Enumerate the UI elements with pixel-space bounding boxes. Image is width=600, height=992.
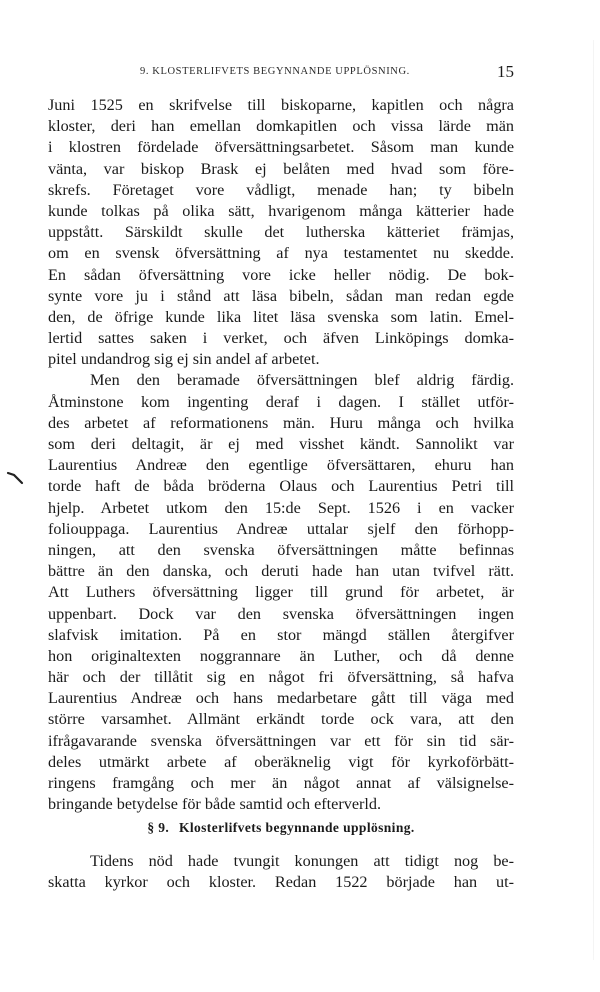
text-line: kloster, deri han emellan domkapitlen och vissa lärde män (48, 117, 514, 136)
text-line: den, de öfrige kunde lika litet läsa svenska som latin. Emel- (48, 307, 514, 326)
text-line: hon originaltexten noggrannare än Luther, och då denne (48, 646, 514, 665)
text-line: bättre än den danska, och deruti hade han utan tvifvel rätt. (48, 562, 514, 581)
section-number: § 9. (147, 820, 170, 835)
text-line: bringande betydelse för både samtid och efterverld. (48, 795, 382, 814)
text-line: kunde tolkas på olika sätt, hvarigenom många kätterier hade (48, 201, 514, 220)
text-line: slafvisk imitation. På en stor mängd ställen återgifver (48, 625, 514, 644)
text-line: torde haft de båda bröderna Olaus och Laurentius Petri till (48, 477, 514, 496)
text-line: Laurentius Andreæ och hans medarbetare gått till väga med (48, 689, 514, 708)
text-line: större varsamhet. Allmänt erkändt torde ock vara, att den (48, 710, 514, 729)
text-line: som deri deltagit, är ej med visshet kändt. Sannolikt var (48, 435, 514, 453)
running-head: 9. KLOSTERLIFVETS BEGYNNANDE UPPLÖSNING. (140, 66, 410, 77)
text-line: ningen, att den svenska öfversättningen måtte befinnas (48, 540, 514, 559)
text-line: om en svensk öfversättning af nya testamentet nu skedde. (48, 244, 514, 263)
text-line: skatta kyrkor och kloster. Redan 1522 började han ut- (48, 873, 514, 892)
text-line: pitel undandrog sig ej sin andel af arbetet. (48, 350, 320, 369)
text-line: Men den beramade öfversättningen blef aldrig färdig. (90, 371, 514, 390)
text-line: synte vore ju i stånd att läsa bibeln, sådan man redan egde (48, 286, 514, 305)
text-line: vänta, var biskop Brask ej belåten med hvad som före- (48, 159, 514, 178)
text-line: deles utmärkt arbete af oberäknelig vigt för kyrkoförbätt- (48, 752, 514, 771)
text-line: En sådan öfversättning vore icke heller nödig. De bok- (48, 265, 514, 284)
text-line: lertid sattes saken i verket, och äfven Linköpings domka- (48, 329, 514, 348)
page-edge-shadow (593, 40, 594, 960)
text-line: ifrågavarande svenska öfversättningen var ett för sin tid sär- (48, 731, 514, 750)
margin-pencil-mark (6, 470, 24, 486)
text-line: hjelp. Arbetet utkom den 15:de Sept. 1526 i en vacker (48, 498, 514, 517)
text-line: Att Luthers öfversättning ligger till grund för arbetet, är (48, 583, 514, 602)
section-text-block (48, 851, 514, 893)
page-number: 15 (497, 62, 514, 81)
text-line: Juni 1525 en skrifvelse till biskoparne, kapitlen och några (48, 96, 514, 114)
main-text-block (48, 95, 514, 815)
paragraph-3 (48, 851, 514, 893)
text-line: des arbetet af reformationens män. Huru många och hvilka (48, 413, 514, 432)
paragraph-1 (48, 95, 514, 370)
text-line: ringens framgång och mer än något annat af välsignelse- (48, 774, 514, 792)
text-line: här och der tillåtit sig en något fri öfversättning, så hafva (48, 668, 514, 687)
text-line: Åtminstone kom ingenting deraf i dagen. I stället utför- (48, 392, 514, 411)
text-line: uppstått. Särskildt skulle det lutherska kätteriet främjas, (48, 223, 514, 242)
text-line: i klostren fördelade öfversättningsarbetet. Såsom man kunde (48, 138, 514, 157)
text-line: skrefs. Företaget vore vådligt, menade han; ty bibeln (48, 180, 514, 199)
section-heading (48, 820, 514, 836)
text-line: Laurentius Andreæ den egentlige öfversättaren, ehuru han (48, 456, 514, 475)
text-line: Tidens nöd hade tvungit konungen att tidigt nog be- (90, 852, 514, 870)
text-line: uppenbart. Dock var den svenska öfversättningen ingen (48, 604, 514, 623)
page-header (48, 62, 514, 84)
section-title: Klosterlifvets begynnande upplösning. (178, 820, 415, 835)
text-line: foliouppaga. Laurentius Andreæ uttalar sjelf den förhopp- (48, 519, 514, 538)
paragraph-2 (48, 370, 514, 815)
